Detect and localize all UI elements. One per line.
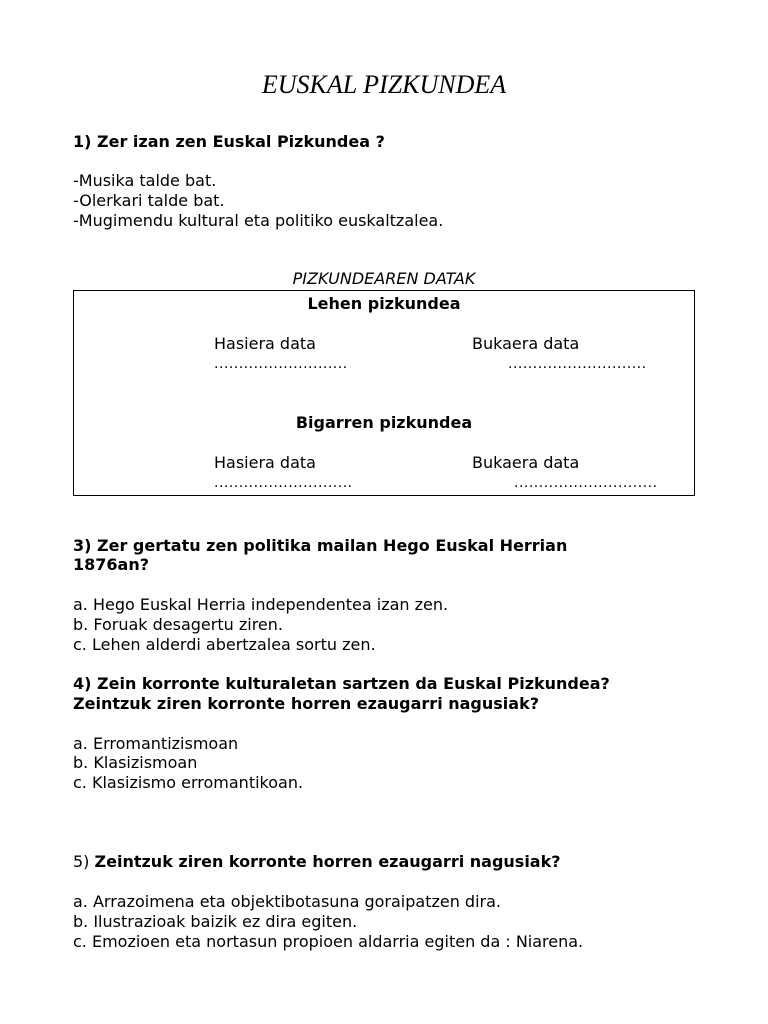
q5-option-c: c. Emozioen eta nortasun propioen aldarria egiten da : Niarena. xyxy=(73,932,584,951)
q5-option-b: b. Ilustrazioak baizik ez dira egiten. xyxy=(73,912,358,931)
dates-table xyxy=(73,290,695,496)
question-5 xyxy=(73,852,561,872)
q5-option-a: a. Arrazoimena eta objektibotasuna goraipatzen dira. xyxy=(73,892,501,911)
first-revival-heading: Lehen pizkundea xyxy=(307,294,461,313)
page-title: EUSKAL PIZKUNDEA xyxy=(261,70,507,99)
first-start-date-blank[interactable]: ........................... xyxy=(214,356,348,372)
dates-table-caption: PIZKUNDEAREN DATAK xyxy=(292,269,476,288)
second-end-date-blank[interactable]: ............................. xyxy=(514,475,658,491)
question-5-number: 5) xyxy=(73,852,90,871)
q4-option-c: c. Klasizismo erromantikoan. xyxy=(73,773,304,792)
second-end-date-label: Bukaera data xyxy=(472,453,580,472)
question-3-line-2: 1876an? xyxy=(73,555,149,574)
q4-option-b: b. Klasizismoan xyxy=(73,753,198,772)
question-4-line-2: Zeintzuk ziren korronte horren ezaugarri nagusiak? xyxy=(73,694,539,713)
q4-option-a: a. Erromantizismoan xyxy=(73,734,239,753)
second-revival-heading: Bigarren pizkundea xyxy=(295,413,473,432)
question-4-line-1: 4) Zein korronte kulturaletan sartzen da Euskal Pizkundea? xyxy=(73,674,610,693)
first-end-date-blank[interactable]: ............................ xyxy=(508,356,647,372)
question-5-text: Zeintzuk ziren korronte horren ezaugarri nagusiak? xyxy=(94,852,561,871)
q3-option-c: c. Lehen alderdi abertzalea sortu zen. xyxy=(73,635,376,654)
first-end-date-label: Bukaera data xyxy=(472,334,580,353)
question-3-line-1: 3) Zer gertatu zen politika mailan Hego Euskal Herrian xyxy=(73,536,568,555)
q3-option-b: b. Foruak desagertu ziren. xyxy=(73,615,283,634)
q1-option-1: -Musika talde bat. xyxy=(73,171,217,190)
first-start-date-label: Hasiera data xyxy=(214,334,316,353)
second-start-date-blank[interactable]: ............................ xyxy=(214,475,353,491)
question-1: 1) Zer izan zen Euskal Pizkundea ? xyxy=(73,132,385,151)
second-start-date-label: Hasiera data xyxy=(214,453,316,472)
q1-option-2: -Olerkari talde bat. xyxy=(73,191,225,210)
q3-option-a: a. Hego Euskal Herria independentea izan zen. xyxy=(73,595,449,614)
q1-option-3: -Mugimendu kultural eta politiko euskaltzalea. xyxy=(73,211,444,230)
